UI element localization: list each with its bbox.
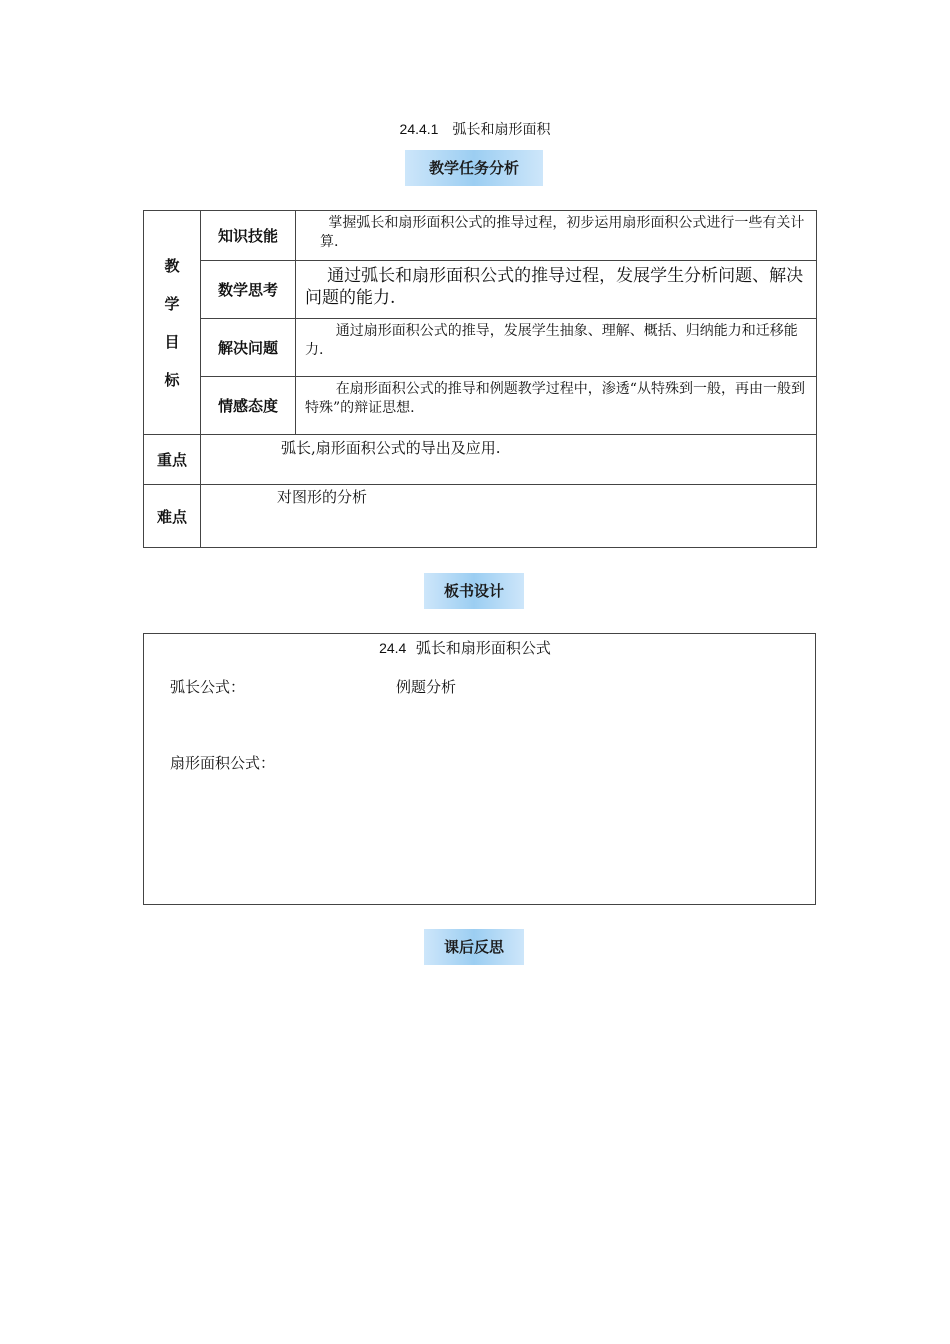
board-title-text: 弧长和扇形面积公式 [415, 639, 551, 657]
goal-group-char: 标 [164, 370, 180, 389]
board-design-box [143, 633, 816, 905]
goal-label-math-thinking: 数学思考 [201, 261, 296, 319]
goal-group-char: 教 [164, 256, 180, 275]
goal-group-char: 目 [164, 332, 180, 351]
section-banner-task-analysis: 教学任务分析 [405, 150, 543, 186]
goal-label-knowledge: 知识技能 [201, 211, 296, 261]
goal-group-label [144, 211, 201, 435]
section-banner-reflection: 课后反思 [424, 929, 524, 965]
goal-label-attitude: 情感态度 [201, 377, 296, 435]
board-title-number: 24.4 [379, 640, 407, 656]
section-banner-board-design: 板书设计 [424, 573, 524, 609]
board-title [144, 637, 786, 658]
difficulty-label: 难点 [144, 485, 201, 548]
board-example-analysis: 例题分析 [396, 678, 457, 696]
goal-text-knowledge: 掌握弧长和扇形面积公式的推导过程，初步运用扇形面积公式进行一些有关计算. [320, 215, 805, 250]
document-title: 24.4.1 弧长和扇形面积 [399, 121, 551, 137]
key-point-label: 重点 [144, 435, 201, 485]
board-sector-area-formula: 扇形面积公式： [170, 754, 276, 772]
key-point-text: 弧长,扇形面积公式的导出及应用. [281, 439, 501, 457]
board-arc-length-formula: 弧长公式： [170, 678, 246, 696]
goal-label-problem-solving: 解决问题 [201, 319, 296, 377]
teaching-goals-table [143, 210, 817, 548]
difficulty-text: 对图形的分析 [277, 488, 368, 506]
goal-text-problem-solving: 通过扇形面积公式的推导，发展学生抽象、理解、概括、归纳能力和迁移能力. [305, 323, 798, 358]
goal-text-math-thinking: 通过弧长和扇形面积公式的推导过程，发展学生分析问题、解决问题的能力. [305, 266, 804, 308]
goal-group-char: 学 [164, 294, 180, 313]
goal-text-attitude: 在扇形面积公式的推导和例题教学过程中，渗透“从特殊到一般，再由一般到特殊”的辩证思想. [305, 381, 805, 416]
